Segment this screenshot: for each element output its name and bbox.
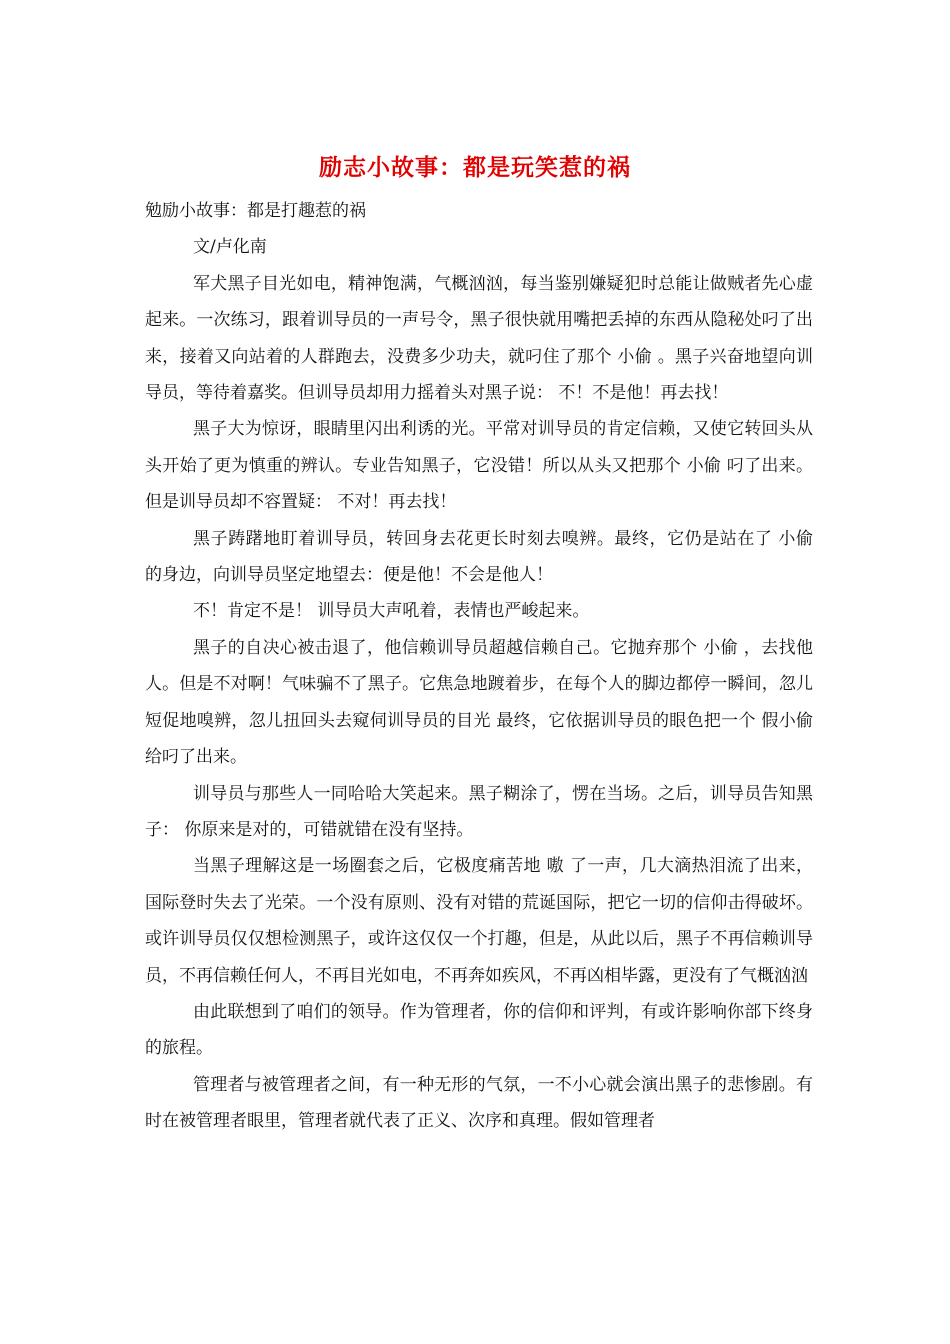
body-paragraph: 管理者与被管理者之间，有一种无形的气氛，一不小心就会演出黑子的悲惨剧。有时在被管理者眼里，管理者就代表了正义、次序和真理。假如管理者 <box>145 1074 813 1132</box>
body-paragraph: 黑子的自决心被击退了，他信赖训导员超越信赖自己。它抛弃那个 小偷 ，去找他人。但是不对啊！气味骗不了黑子。它焦急地踱着步，在每个人的脚边都停一瞬间，忽儿短促地嗅辨，忽儿扭回头去窥伺训导员的目光 最终，它依据训导员的眼色把一个 假小偷 给叼了出来。 <box>145 637 813 768</box>
body-paragraph: 当黑子理解这是一场圈套之后，它极度痛苦地 嗷 了一声，几大滴热泪流了出来，国际登时失去了光荣。一个没有原则、没有对错的荒诞国际，把它一切的信仰击得破坏。或许训导员仅仅想检测黑子，或许这仅仅一个打趣，但是，从此以后，黑子不再信赖训导员，不再信赖任何人，不再目光如电，不再奔如疾风，不再凶相毕露，更没有了气概汹汹 <box>145 856 813 986</box>
document-title: 励志小故事：都是玩笑惹的祸 <box>319 154 631 181</box>
body-paragraph: 由此联想到了咱们的领导。作为管理者，你的信仰和评判，有或许影响你部下终身的旅程。 <box>145 1001 813 1059</box>
body-paragraph: 军犬黑子目光如电，精神饱满，气概汹汹，每当鉴别嫌疑犯时总能让做贼者先心虚起来。一次练习，跟着训导员的一声号令，黑子很快就用嘴把丢掉的东西从隐秘处叼了出来，接着又向站着的人群跑去，没费多少功夫，就叼住了那个 小偷 。黑子兴奋地望向训导员，等待着嘉奖。但训导员却用力摇着头对黑子说： 不！不是他！再去找！ <box>145 273 813 404</box>
author-line: 文/卢化南 <box>193 237 267 258</box>
document-body <box>145 193 813 1140</box>
body-paragraph: 黑子踌躇地盯着训导员，转回身去花更长时刻去嗅辨。最终，它仍是站在了 小偷 的身边，向训导员坚定地望去：便是他！不会是他人！ <box>145 528 813 586</box>
document-subtitle: 勉励小故事：都是打趣惹的祸 <box>145 201 366 221</box>
body-paragraph: 黑子大为惊讶，眼睛里闪出利诱的光。平常对训导员的肯定信赖，又使它转回头从头开始了更为慎重的辨认。专业告知黑子，它没错！所以从头又把那个 小偷 叼了出来。但是训导员却不容置疑： 不对！再去找！ <box>145 419 813 513</box>
body-paragraph: 不！肯定不是！ 训导员大声吼着，表情也严峻起来。 <box>193 601 590 622</box>
body-paragraph: 训导员与那些人一同哈哈大笑起来。黑子糊涂了，愣在当场。之后，训导员告知黑子： 你原来是对的，可错就错在没有坚持。 <box>145 783 813 840</box>
